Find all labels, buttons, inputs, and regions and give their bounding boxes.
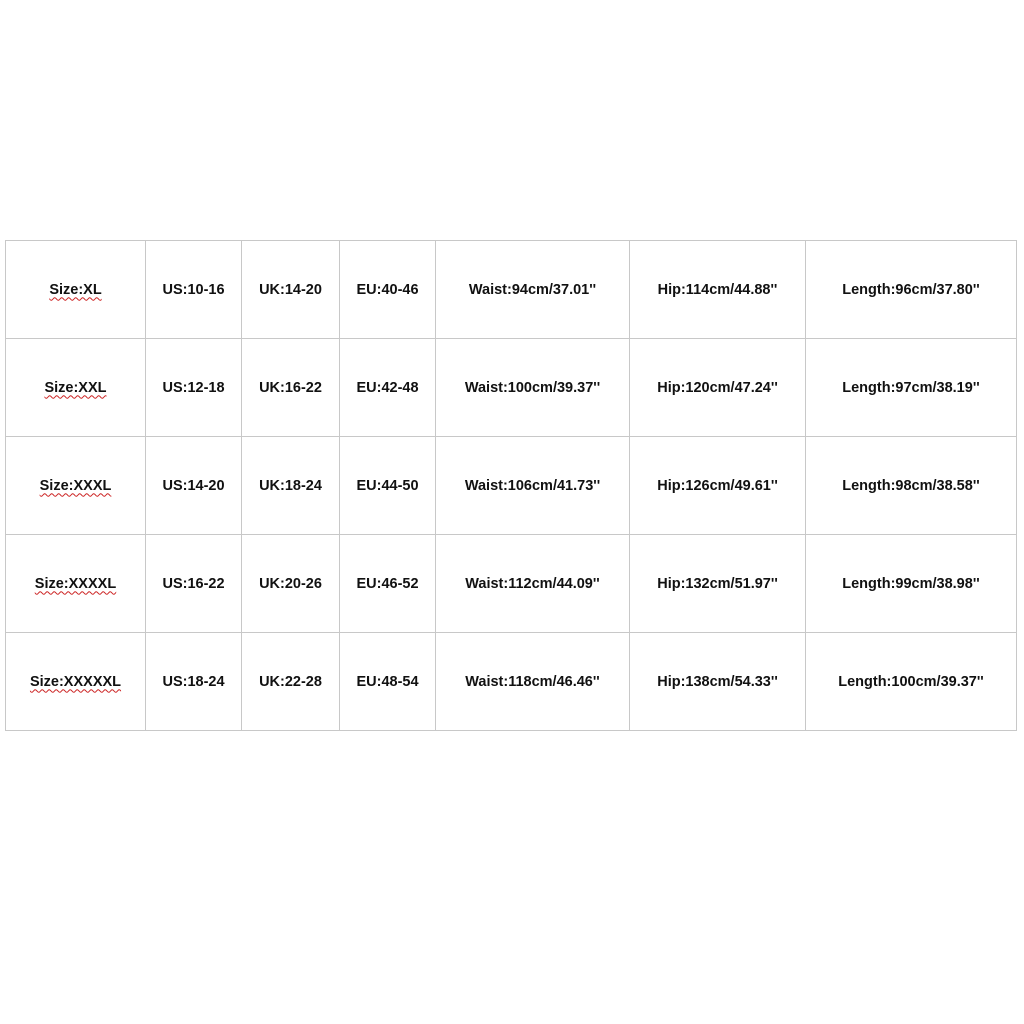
- uk-size-cell: UK:22-28: [242, 633, 340, 731]
- uk-size-cell: UK:16-22: [242, 339, 340, 437]
- eu-size-cell: EU:40-46: [340, 241, 436, 339]
- length-cell: Length:100cm/39.37'': [806, 633, 1017, 731]
- size-cell: [6, 633, 146, 731]
- size-label: Size:XXXXL: [34, 575, 117, 592]
- size-cell: [6, 535, 146, 633]
- size-cell: [6, 339, 146, 437]
- table-row: [6, 339, 1017, 437]
- table-row: [6, 535, 1017, 633]
- us-size-cell: US:10-16: [146, 241, 242, 339]
- uk-size-cell: UK:20-26: [242, 535, 340, 633]
- hip-cell: Hip:120cm/47.24'': [630, 339, 806, 437]
- size-label: Size:XXXXXL: [29, 673, 122, 690]
- length-cell: Length:98cm/38.58'': [806, 437, 1017, 535]
- hip-cell: Hip:132cm/51.97'': [630, 535, 806, 633]
- uk-size-cell: UK:14-20: [242, 241, 340, 339]
- length-cell: Length:96cm/37.80'': [806, 241, 1017, 339]
- waist-cell: Waist:112cm/44.09'': [436, 535, 630, 633]
- eu-size-cell: EU:48-54: [340, 633, 436, 731]
- eu-size-cell: EU:46-52: [340, 535, 436, 633]
- waist-cell: Waist:100cm/39.37'': [436, 339, 630, 437]
- waist-cell: Waist:106cm/41.73'': [436, 437, 630, 535]
- size-label: Size:XXXL: [39, 477, 112, 494]
- size-cell: [6, 437, 146, 535]
- size-chart-table: [5, 240, 1017, 731]
- table-row: [6, 241, 1017, 339]
- size-cell: [6, 241, 146, 339]
- table-row: [6, 633, 1017, 731]
- us-size-cell: US:18-24: [146, 633, 242, 731]
- us-size-cell: US:16-22: [146, 535, 242, 633]
- hip-cell: Hip:126cm/49.61'': [630, 437, 806, 535]
- uk-size-cell: UK:18-24: [242, 437, 340, 535]
- size-label: Size:XL: [49, 281, 102, 298]
- us-size-cell: US:12-18: [146, 339, 242, 437]
- length-cell: Length:99cm/38.98'': [806, 535, 1017, 633]
- eu-size-cell: EU:44-50: [340, 437, 436, 535]
- size-label: Size:XXL: [44, 379, 107, 396]
- table-row: [6, 437, 1017, 535]
- eu-size-cell: EU:42-48: [340, 339, 436, 437]
- waist-cell: Waist:94cm/37.01'': [436, 241, 630, 339]
- us-size-cell: US:14-20: [146, 437, 242, 535]
- hip-cell: Hip:114cm/44.88'': [630, 241, 806, 339]
- waist-cell: Waist:118cm/46.46'': [436, 633, 630, 731]
- length-cell: Length:97cm/38.19'': [806, 339, 1017, 437]
- hip-cell: Hip:138cm/54.33'': [630, 633, 806, 731]
